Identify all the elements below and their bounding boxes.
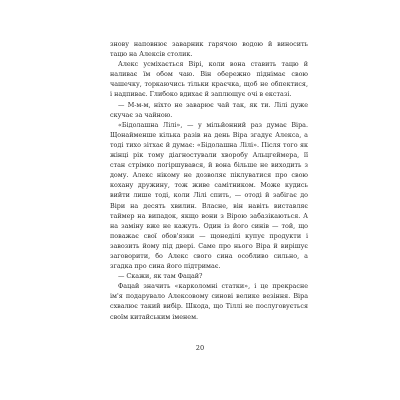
paragraph: Фацай значить «карколомні статки», і це прекрасне ім'я подарувало Алексовому синові велике везіння. Віра схвалює такий вибір. Шкода, що Тіллі не послуговується своїм китайським іменем. xyxy=(110,282,308,321)
page-number: 20 xyxy=(195,344,205,352)
dialogue-line: — Скажи, як там Фацай? xyxy=(118,272,203,281)
body-text xyxy=(110,39,308,322)
paragraph-continuation: знову наповнює заварник гарячою водою й виносить тацю на Алексів столик. xyxy=(110,40,308,59)
paragraph: «Бідолашна Лілі», — у мільйонний раз думає Віра. Щонайменше кілька разів на день Віра згадує Алекса, а тоді тихо зітхає й думає: «Бідолашна Лілі». Після того як жінці рік тому діагностували хворобу Альцгеймера, її стан стрімко погіршувався, й вона більше не виходить з дому. Алекс нікому не дозволяє піклуватися про свою кохану дружину, тож живе самітником. Може кудись вийти лише тоді, коли Лілі спить, — отоді й забігає до Віри на десять хвилин. Власне, він навіть виставляє таймер на випадок, якщо вони з Вірою забазікаються. А на заміну вже не кажуть. Один із його синів — той, що поважає свої обов'язки — щонеділі купує продукти і завозить йому під двері. Саме про нього Віра й вирішує заговорити, бо Алекс свого сина особливо сильно, а згадка про сина його підтримає. xyxy=(110,120,308,271)
dialogue-line: — М-м-м, ніхто не заварює чай так, як ти. Лілі дуже скучає за чайною. xyxy=(110,100,308,119)
paragraph: Алекс усміхається Вірі, коли вона ставить тацю й наливає їм обом чаю. Він обережно піднімає свою чашечку, торкаючись тільки краєчка, щоб не обпектися, і надпиває. Глибоко вдихає й заплющує очі в екстазі. xyxy=(110,60,308,99)
